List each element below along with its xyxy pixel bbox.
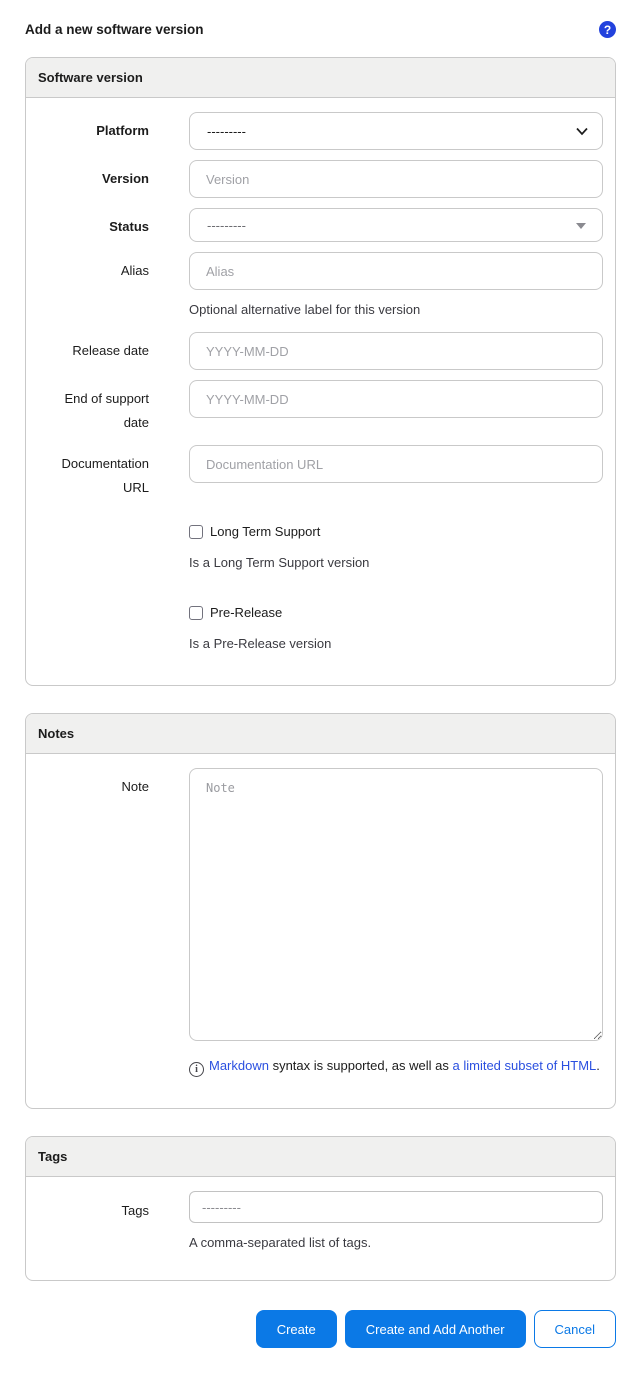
status-row	[38, 208, 603, 242]
alias-row	[38, 252, 603, 332]
note-label: Note	[121, 779, 149, 794]
long-term-support-label[interactable]: Long Term Support	[210, 524, 321, 539]
note-row	[38, 768, 603, 1078]
software-version-card-body	[26, 98, 615, 685]
status-select[interactable]	[189, 208, 603, 242]
alias-input[interactable]	[189, 252, 603, 290]
end-of-support-date-row	[38, 380, 603, 435]
status-select-value: ---------	[207, 217, 246, 233]
long-term-support-help-text: Is a Long Term Support version	[189, 555, 370, 570]
end-of-support-date-label: End of support date	[64, 391, 149, 430]
platform-label: Platform	[96, 123, 149, 138]
long-term-support-checkbox[interactable]	[189, 525, 203, 539]
version-row	[38, 160, 603, 198]
platform-select[interactable]	[189, 112, 603, 150]
pre-release-group	[38, 605, 603, 651]
tags-input[interactable]	[189, 1191, 603, 1223]
tags-card	[25, 1136, 616, 1281]
version-input[interactable]	[189, 160, 603, 198]
version-label: Version	[102, 171, 149, 186]
software-version-card	[25, 57, 616, 686]
documentation-url-input[interactable]	[189, 445, 603, 483]
info-icon: i	[189, 1062, 204, 1077]
documentation-url-row	[38, 445, 603, 500]
tags-input-value: ---------	[202, 1199, 241, 1215]
help-icon[interactable]: ?	[599, 21, 616, 38]
tags-row	[38, 1191, 603, 1250]
notes-card	[25, 713, 616, 1109]
end-of-support-date-input[interactable]	[189, 380, 603, 418]
create-and-add-another-button[interactable]: Create and Add Another	[345, 1310, 526, 1348]
page-container	[25, 0, 616, 1360]
status-label: Status	[109, 219, 149, 234]
chevron-down-icon	[576, 127, 588, 136]
notes-card-header: Notes	[26, 714, 615, 754]
platform-select-value: ---------	[207, 123, 246, 139]
action-button-row	[25, 1310, 616, 1360]
release-date-row	[38, 332, 603, 370]
pre-release-checkbox[interactable]	[189, 606, 203, 620]
pre-release-label[interactable]: Pre-Release	[210, 605, 283, 620]
alias-label: Alias	[120, 263, 149, 278]
markdown-help-end: .	[596, 1058, 600, 1073]
page-title: Add a new software version	[25, 22, 204, 37]
pre-release-help-text: Is a Pre-Release version	[189, 636, 332, 651]
tags-card-body	[26, 1177, 615, 1280]
release-date-input[interactable]	[189, 332, 603, 370]
limited-html-link[interactable]: a limited subset of HTML	[452, 1058, 597, 1073]
platform-row	[38, 112, 603, 150]
release-date-label: Release date	[72, 343, 149, 358]
cancel-button[interactable]: Cancel	[534, 1310, 616, 1348]
tags-help-text: A comma-separated list of tags.	[189, 1235, 372, 1250]
documentation-url-label: Documentation URL	[61, 456, 149, 495]
markdown-link[interactable]: Markdown	[209, 1058, 269, 1073]
software-version-card-header: Software version	[26, 58, 615, 98]
page-header	[25, 0, 616, 38]
tags-card-header: Tags	[26, 1137, 615, 1177]
tags-label: Tags	[121, 1203, 149, 1218]
markdown-help-middle: syntax is supported, as well as	[268, 1058, 453, 1073]
create-button[interactable]: Create	[256, 1310, 337, 1348]
caret-down-icon	[576, 223, 586, 229]
long-term-support-group	[38, 524, 603, 570]
markdown-help-text	[189, 1053, 603, 1078]
note-textarea[interactable]	[189, 768, 603, 1041]
notes-card-body	[26, 754, 615, 1108]
alias-help-text: Optional alternative label for this version	[189, 302, 421, 317]
